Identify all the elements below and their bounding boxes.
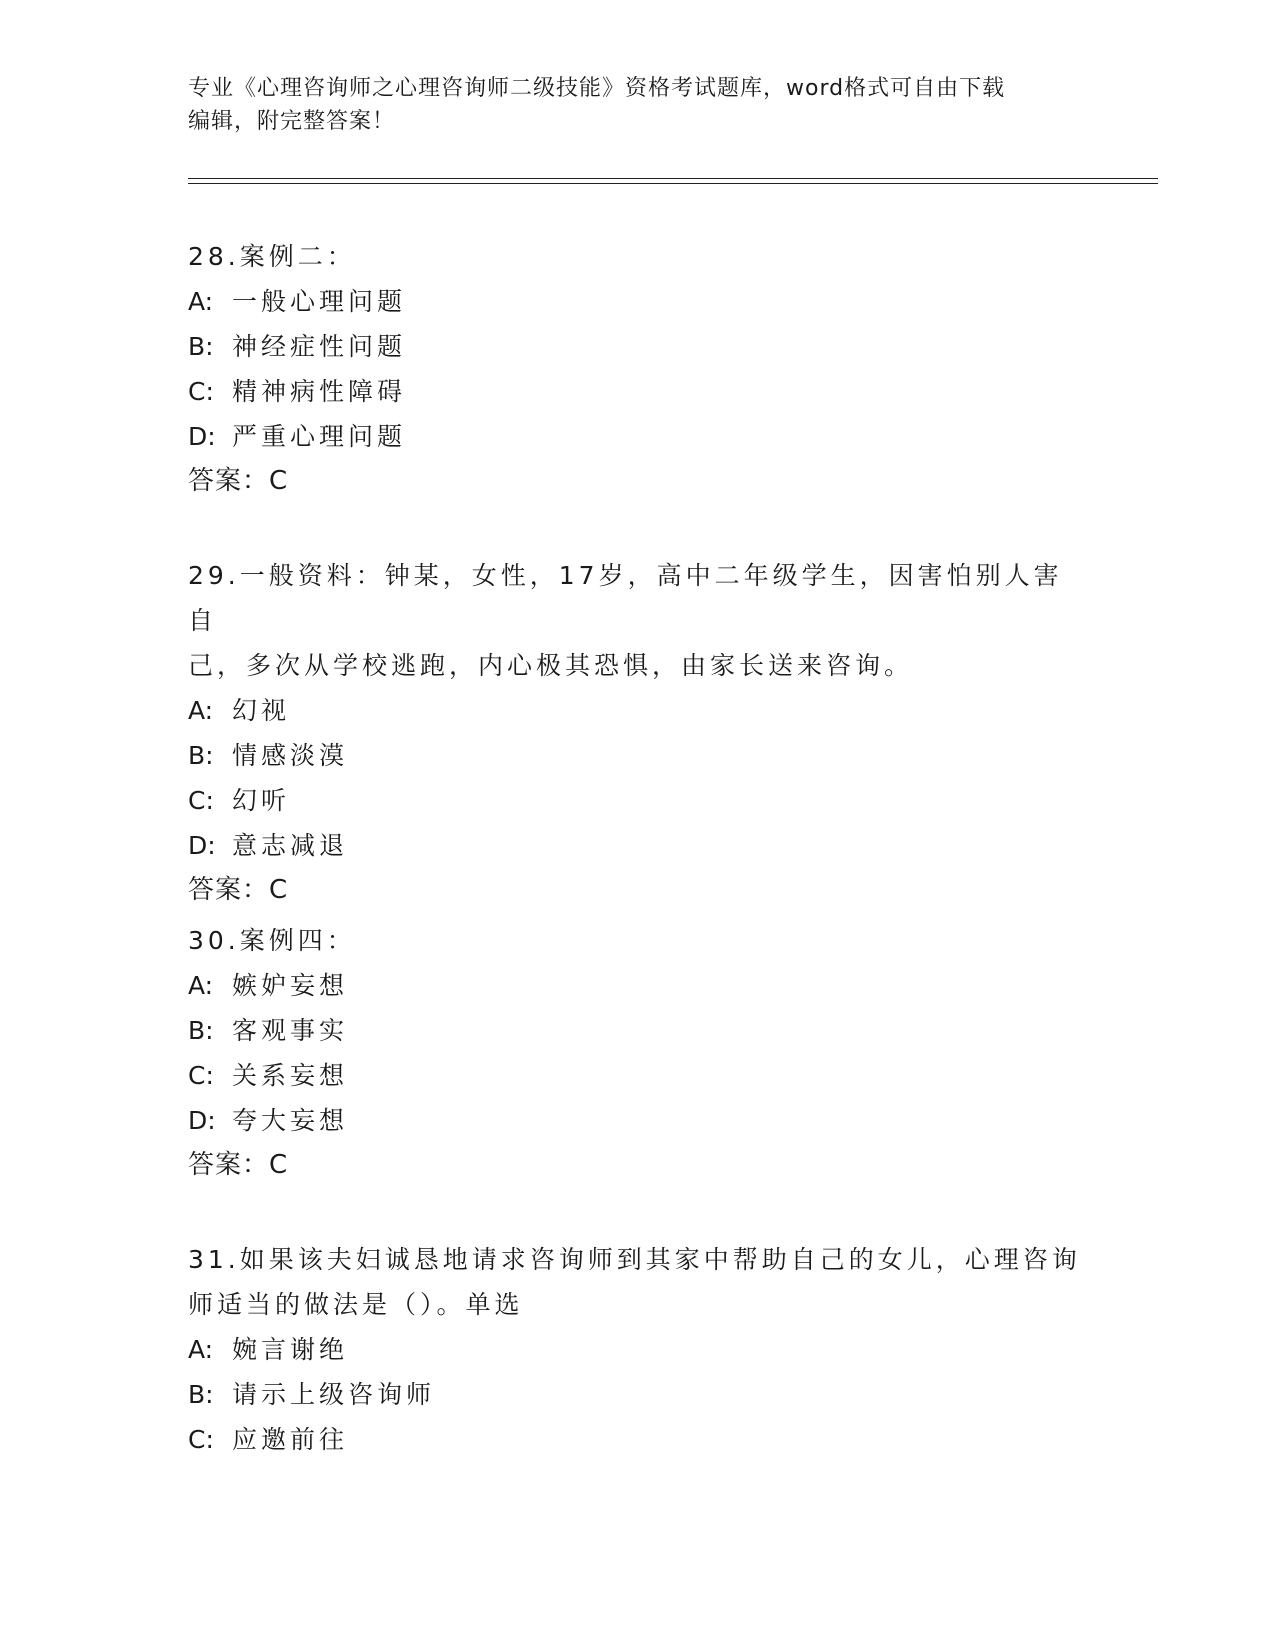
option-text: 夸大妄想 xyxy=(232,1106,349,1135)
option-letter: C: xyxy=(188,1425,214,1454)
option-c xyxy=(188,778,1088,823)
option-letter: C: xyxy=(188,377,214,406)
option-letter: D: xyxy=(188,1106,216,1135)
answer-line: 答案：C xyxy=(188,875,289,905)
option-text: 婉言谢绝 xyxy=(232,1335,349,1364)
option-d xyxy=(188,414,1088,459)
question-stem-line-2: 师适当的做法是（）。单选 xyxy=(188,1290,524,1319)
header-divider-top xyxy=(188,178,1158,179)
option-text: 嫉妒妄想 xyxy=(232,971,349,1000)
question-stem-line-1: 31.如果该夫妇诚恳地请求咨询师到其家中帮助自己的女儿，心理咨询 xyxy=(188,1245,1081,1274)
question-stem: 28.案例二： xyxy=(188,242,356,271)
option-letter: A: xyxy=(188,1335,214,1364)
option-text: 关系妄想 xyxy=(232,1061,349,1090)
option-d xyxy=(188,823,1088,868)
option-text: 严重心理问题 xyxy=(232,422,407,451)
option-letter: D: xyxy=(188,422,216,451)
header-line-2: 编辑，附完整答案！ xyxy=(188,109,396,134)
option-text: 应邀前往 xyxy=(232,1425,349,1454)
option-letter: B: xyxy=(188,1380,214,1409)
option-letter: D: xyxy=(188,831,216,860)
option-b xyxy=(188,324,1088,369)
header-line-1: 专业《心理咨询师之心理咨询师二级技能》资格考试题库，word格式可自由下载 xyxy=(188,76,1006,101)
option-text: 一般心理问题 xyxy=(232,287,407,316)
option-letter: B: xyxy=(188,1016,214,1045)
option-text: 客观事实 xyxy=(232,1016,349,1045)
question-stem-line-2: 己，多次从学校逃跑，内心极其恐惧，由家长送来咨询。 xyxy=(188,651,914,680)
option-letter: A: xyxy=(188,971,214,1000)
option-text: 神经症性问题 xyxy=(232,332,407,361)
option-c xyxy=(188,1417,1088,1462)
option-text: 精神病性障碍 xyxy=(232,377,407,406)
option-a xyxy=(188,963,1088,1008)
option-letter: A: xyxy=(188,287,214,316)
header-divider-bottom xyxy=(188,183,1158,184)
option-b xyxy=(188,1372,1088,1417)
question-30 xyxy=(188,918,1088,1188)
question-28 xyxy=(188,234,1088,504)
option-letter: A: xyxy=(188,696,214,725)
answer-line: 答案：C xyxy=(188,466,289,496)
option-d xyxy=(188,1098,1088,1143)
option-a xyxy=(188,279,1088,324)
option-text: 情感淡漠 xyxy=(232,741,349,770)
option-text: 请示上级咨询师 xyxy=(232,1380,436,1409)
option-letter: C: xyxy=(188,786,214,815)
document-header xyxy=(188,72,1088,138)
option-c xyxy=(188,1053,1088,1098)
option-letter: B: xyxy=(188,332,214,361)
option-letter: C: xyxy=(188,1061,214,1090)
question-31 xyxy=(188,1237,1088,1462)
question-29 xyxy=(188,553,1088,913)
option-c xyxy=(188,369,1088,414)
answer-line: 答案：C xyxy=(188,1150,289,1180)
option-a xyxy=(188,688,1088,733)
option-text: 幻听 xyxy=(232,786,291,815)
option-letter: B: xyxy=(188,741,214,770)
option-a xyxy=(188,1327,1088,1372)
option-b xyxy=(188,733,1088,778)
question-stem: 30.案例四： xyxy=(188,926,356,955)
option-b xyxy=(188,1008,1088,1053)
question-stem-line-1: 29.一般资料：钟某，女性，17岁，高中二年级学生，因害怕别人害自 xyxy=(188,561,1063,635)
option-text: 意志减退 xyxy=(232,831,349,860)
option-text: 幻视 xyxy=(232,696,291,725)
